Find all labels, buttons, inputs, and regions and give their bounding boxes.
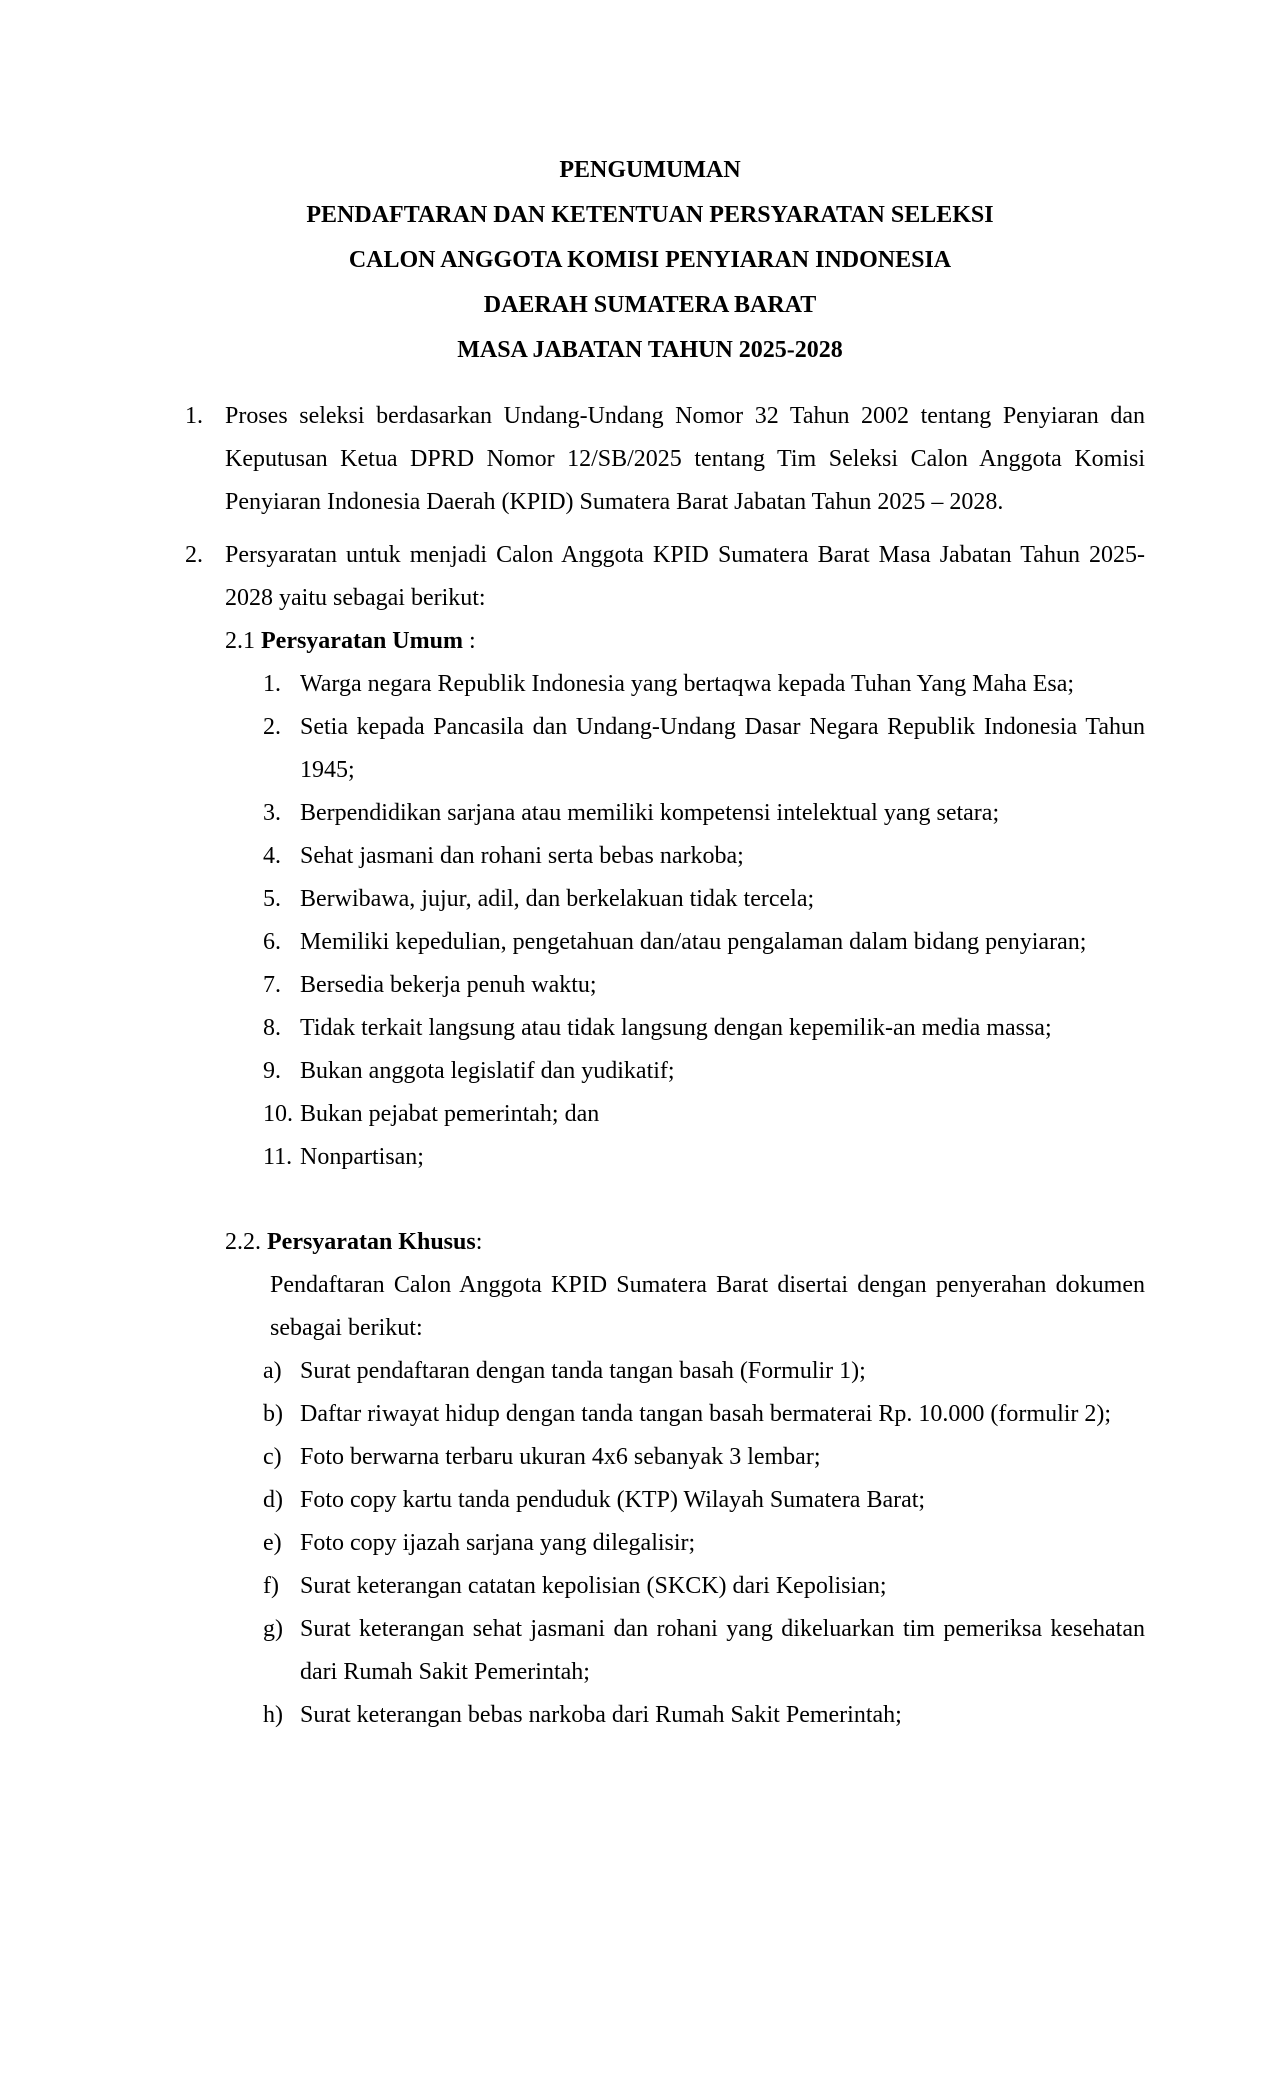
list-item-text: Memiliki kepedulian, pengetahuan dan/atau pengalaman dalam bidang penyiaran; xyxy=(300,929,1087,955)
section-number: 2. xyxy=(185,542,203,568)
list-item-number: 11. xyxy=(263,1144,293,1170)
list-item xyxy=(185,792,1145,835)
list-item-letter: c) xyxy=(263,1444,282,1470)
list-item-text: Surat keterangan sehat jasmani dan rohani yang dikeluarkan tim pemeriksa kesehatan dari Rumah Sakit Pemerintah; xyxy=(300,1616,1145,1685)
subsection-number: 2.1 xyxy=(225,628,255,654)
list-item-number: 5. xyxy=(263,886,281,912)
subsection-suffix: : xyxy=(462,628,476,654)
list-item xyxy=(185,1093,1145,1136)
list-item xyxy=(185,1608,1145,1694)
section-2 xyxy=(185,534,1145,620)
general-requirements-list xyxy=(185,663,1145,1179)
list-item-letter: g) xyxy=(263,1616,283,1642)
list-item xyxy=(185,1436,1145,1479)
document-requirements-list xyxy=(185,1350,1145,1737)
list-item-number: 4. xyxy=(263,843,281,869)
list-item xyxy=(185,1522,1145,1565)
subsection-suffix: : xyxy=(475,1229,483,1255)
section-1 xyxy=(185,395,1145,524)
list-item-number: 8. xyxy=(263,1015,281,1041)
list-item-text: Warga negara Republik Indonesia yang bertaqwa kepada Tuhan Yang Maha Esa; xyxy=(300,671,1075,697)
list-item xyxy=(185,1007,1145,1050)
list-item-letter: f) xyxy=(263,1573,279,1599)
section-text: Proses seleksi berdasarkan Undang-Undang Nomor 32 Tahun 2002 tentang Penyiaran dan Keputusan Ketua DPRD Nomor 12/SB/2025 tentang Tim Seleksi Calon Anggota Komisi Penyiaran Indonesia Daerah (KPID) Sumatera Barat Jabatan Tahun 2025 – 2028. xyxy=(225,403,1145,515)
list-item-text: Surat keterangan bebas narkoba dari Rumah Sakit Pemerintah; xyxy=(300,1702,902,1728)
list-item xyxy=(185,663,1145,706)
special-requirements-heading xyxy=(185,1221,1145,1264)
list-item xyxy=(185,1694,1145,1737)
list-item-text: Berpendidikan sarjana atau memiliki kompetensi intelektual yang setara; xyxy=(300,800,1000,826)
document-body xyxy=(185,395,1145,1737)
subsection-label: Persyaratan Khusus xyxy=(267,1229,476,1255)
list-item-number: 6. xyxy=(263,929,281,955)
list-item-text: Bersedia bekerja penuh waktu; xyxy=(300,972,597,998)
list-item-text: Surat keterangan catatan kepolisian (SKCK) dari Kepolisian; xyxy=(300,1573,887,1599)
list-item xyxy=(185,1479,1145,1522)
list-item xyxy=(185,1393,1145,1436)
subsection-number: 2.2. xyxy=(225,1229,261,1255)
section-number: 1. xyxy=(185,403,203,429)
list-item-number: 9. xyxy=(263,1058,281,1084)
list-item xyxy=(185,921,1145,964)
list-item-text: Bukan anggota legislatif dan yudikatif; xyxy=(300,1058,675,1084)
section-text: Persyaratan untuk menjadi Calon Anggota KPID Sumatera Barat Masa Jabatan Tahun 2025-2028 yaitu sebagai berikut: xyxy=(225,542,1145,611)
subsection-label: Persyaratan Umum xyxy=(261,628,463,654)
list-item xyxy=(185,835,1145,878)
list-item-number: 10. xyxy=(263,1101,293,1127)
special-requirements-intro: Pendaftaran Calon Anggota KPID Sumatera Barat disertai dengan penyerahan dokumen sebagai berikut: xyxy=(270,1272,1145,1341)
list-item-text: Foto copy kartu tanda penduduk (KTP) Wilayah Sumatera Barat; xyxy=(300,1487,926,1513)
title-line: MASA JABATAN TAHUN 2025-2028 xyxy=(457,337,843,363)
title-line: DAERAH SUMATERA BARAT xyxy=(483,292,817,318)
list-item-letter: h) xyxy=(263,1702,283,1728)
announcement-title xyxy=(0,148,1275,373)
list-item-text: Setia kepada Pancasila dan Undang-Undang Dasar Negara Republik Indonesia Tahun 1945; xyxy=(300,714,1145,783)
list-item-number: 7. xyxy=(263,972,281,998)
list-item-letter: d) xyxy=(263,1487,283,1513)
list-item xyxy=(185,706,1145,792)
list-item xyxy=(185,1565,1145,1608)
title-line: PENDAFTARAN DAN KETENTUAN PERSYARATAN SELEKSI xyxy=(306,202,994,228)
list-item-text: Bukan pejabat pemerintah; dan xyxy=(300,1101,600,1127)
list-item-text: Foto berwarna terbaru ukuran 4x6 sebanyak 3 lembar; xyxy=(300,1444,821,1470)
list-item xyxy=(185,964,1145,1007)
list-item xyxy=(185,1136,1145,1179)
list-item-text: Foto copy ijazah sarjana yang dilegalisir; xyxy=(300,1530,696,1556)
list-item-text: Surat pendaftaran dengan tanda tangan basah (Formulir 1); xyxy=(300,1358,866,1384)
list-item-text: Nonpartisan; xyxy=(300,1144,424,1170)
list-item-number: 2. xyxy=(263,714,281,740)
list-item-text: Berwibawa, jujur, adil, dan berkelakuan tidak tercela; xyxy=(300,886,815,912)
list-item-letter: e) xyxy=(263,1530,282,1556)
list-item-letter: b) xyxy=(263,1401,283,1427)
general-requirements-heading xyxy=(185,620,1145,663)
list-item-number: 1. xyxy=(263,671,281,697)
list-item-text: Tidak terkait langsung atau tidak langsung dengan kepemilik-an media massa; xyxy=(300,1015,1052,1041)
list-item xyxy=(185,1350,1145,1393)
list-item-letter: a) xyxy=(263,1358,282,1384)
list-item-text: Sehat jasmani dan rohani serta bebas narkoba; xyxy=(300,843,744,869)
title-line: PENGUMUMAN xyxy=(559,157,741,183)
title-line: CALON ANGGOTA KOMISI PENYIARAN INDONESIA xyxy=(348,247,952,273)
spacer xyxy=(185,1179,1145,1221)
list-item-text: Daftar riwayat hidup dengan tanda tangan basah bermaterai Rp. 10.000 (formulir 2); xyxy=(300,1401,1112,1427)
list-item xyxy=(185,878,1145,921)
list-item xyxy=(185,1050,1145,1093)
list-item-number: 3. xyxy=(263,800,281,826)
